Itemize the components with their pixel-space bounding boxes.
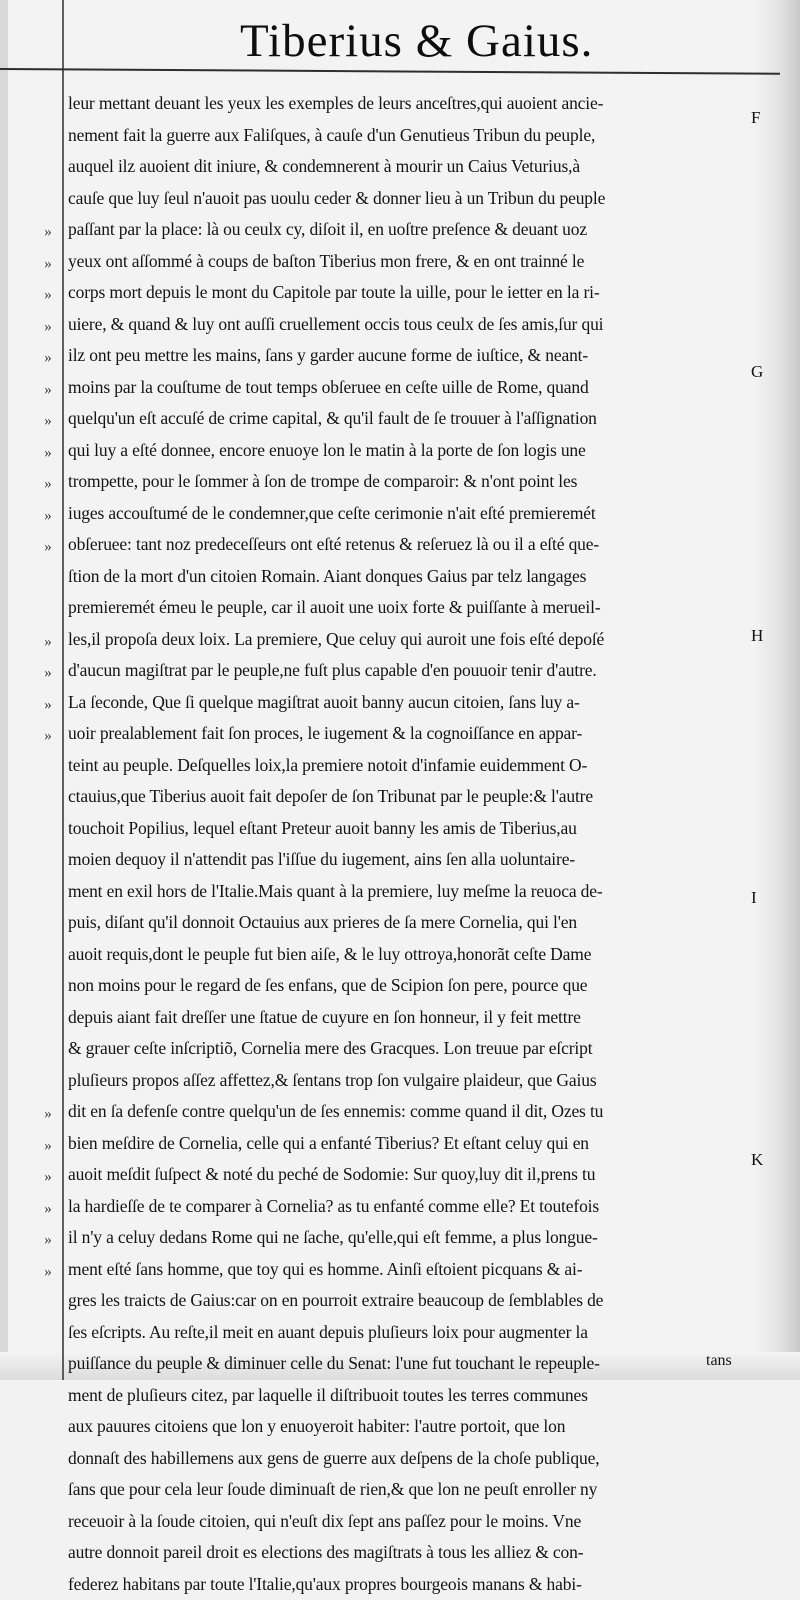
text-line: autre donnoit pareil droit es elections des magiſtrats à tous les alliez & con-: [68, 1537, 776, 1569]
text-line: La ſeconde, Que ſi quelque magiſtrat auoit banny aucun citoien, ſans luy a-: [68, 687, 776, 719]
text-line: uiere, & quand & luy ont auſſi cruellement occis tous ceulx de ſes amis,ſur qui: [68, 309, 776, 341]
text-line: corps mort depuis le mont du Capitole par toute la uille, pour le ietter en la ri-: [68, 277, 776, 309]
quote-mark: [36, 1380, 60, 1412]
quote-mark: [36, 1033, 60, 1065]
quote-mark: »: [36, 466, 60, 498]
quote-mark: »: [36, 529, 60, 561]
text-line: auoit meſdit ſuſpect & noté du peché de Sodomie: Sur quoy,luy dit il,prens tu: [68, 1159, 776, 1191]
quote-mark: »: [36, 214, 60, 246]
page-gutter-shadow: [0, 0, 8, 1380]
quote-mark: »: [36, 1128, 60, 1160]
text-line: leur mettant deuant les yeux les exemples de leurs anceſtres,qui auoient ancie-: [68, 88, 776, 120]
quote-mark: »: [36, 1254, 60, 1286]
quote-mark: »: [36, 340, 60, 372]
quote-mark: »: [36, 435, 60, 467]
quote-mark: »: [36, 655, 60, 687]
quotation-marks-column: [36, 88, 60, 1600]
text-line: quelqu'un eſt accuſé de crime capital, & qu'il fault de ſe trouuer à l'aſſignation: [68, 403, 776, 435]
header-rule: [0, 68, 780, 75]
quote-mark: »: [36, 1222, 60, 1254]
quote-mark: [36, 907, 60, 939]
quote-mark: »: [36, 1096, 60, 1128]
text-line: ſes eſcripts. Au reſte,il meit en auant depuis pluſieurs loix pour augmenter la: [68, 1317, 776, 1349]
quote-mark: [36, 970, 60, 1002]
quote-mark: [36, 1285, 60, 1317]
text-line: touchoit Popilius, lequel eſtant Preteur auoit banny les amis de Tiberius,au: [68, 813, 776, 845]
margin-rule: [62, 0, 64, 1380]
text-line: ment eſté ſans homme, que toy qui es homme. Ainſi eſtoient picquans & ai-: [68, 1254, 776, 1286]
quote-mark: [36, 781, 60, 813]
text-line: moien dequoy il n'attendit pas l'iſſue du iugement, ains ſen alla uoluntaire-: [68, 844, 776, 876]
quote-mark: [36, 1411, 60, 1443]
margin-letter-h: H: [751, 626, 763, 646]
text-line: nement fait la guerre aux Faliſques, à cauſe d'un Genutieus Tribun du peuple,: [68, 120, 776, 152]
text-line: trompette, pour le ſommer à ſon de trompe de comparoir: & n'ont point les: [68, 466, 776, 498]
margin-letter-f: F: [751, 108, 760, 128]
margin-letter-i: I: [751, 888, 757, 908]
quote-mark: »: [36, 498, 60, 530]
text-line: obſeruee: tant noz predeceſſeurs ont eſté retenus & reſeruez là ou il a eſté que-: [68, 529, 776, 561]
text-line: moins par la couſtume de tout temps obſeruee en ceſte uille de Rome, quand: [68, 372, 776, 404]
text-line: non moins pour le regard de ſes enfans, que de Scipion ſon pere, pource que: [68, 970, 776, 1002]
text-line: gres les traicts de Gaius:car on en pourroit extraire beaucoup de ſemblables de: [68, 1285, 776, 1317]
quote-mark: »: [36, 372, 60, 404]
text-line: ſans que pour cela leur ſoude diminuaſt de rien,& que lon ne peuſt enroller ny: [68, 1474, 776, 1506]
quote-mark: [36, 1537, 60, 1569]
text-line: puis, diſant qu'il donnoit Octauius aux prieres de ſa mere Cornelia, qui l'en: [68, 907, 776, 939]
quote-mark: [36, 1065, 60, 1097]
quote-mark: »: [36, 277, 60, 309]
quote-mark: [36, 1569, 60, 1600]
quote-mark: [36, 88, 60, 120]
text-line: receuoir à la ſoude citoien, qui n'euſt dix ſept ans paſſez pour le moins. Vne: [68, 1506, 776, 1538]
quote-mark: [36, 844, 60, 876]
text-line: auoit requis,dont le peuple fut bien aiſe, & le luy ottroya,honorãt ceſte Dame: [68, 939, 776, 971]
text-line: & grauer ceſte inſcriptiõ, Cornelia mere des Gracques. Lon treuue par eſcript: [68, 1033, 776, 1065]
text-line: ſtion de la mort d'un citoien Romain. Aiant donques Gaius par telz langages: [68, 561, 776, 593]
text-line: paſſant par la place: là ou ceulx cy, diſoit il, en uoſtre preſence & deuant uoz: [68, 214, 776, 246]
quote-mark: [36, 1002, 60, 1034]
text-line: ilz ont peu mettre les mains, ſans y garder aucune forme de iuſtice, & neant-: [68, 340, 776, 372]
quote-mark: [36, 1348, 60, 1380]
text-line: la hardieſſe de te comparer à Cornelia? as tu enfanté comme elle? Et toutefois: [68, 1191, 776, 1223]
text-line: teint au peuple. Deſquelles loix,la premiere notoit d'infamie euidemment O-: [68, 750, 776, 782]
text-line: puiſſance du peuple & diminuer celle du Senat: l'une fut touchant le repeuple-: [68, 1348, 776, 1380]
quote-mark: [36, 1443, 60, 1475]
quote-mark: »: [36, 1191, 60, 1223]
text-line: d'aucun magiſtrat par le peuple,ne fuſt plus capable d'en pouuoir tenir d'autre.: [68, 655, 776, 687]
margin-letter-k: K: [751, 1150, 763, 1170]
quote-mark: [36, 120, 60, 152]
quote-mark: »: [36, 246, 60, 278]
quote-mark: »: [36, 1159, 60, 1191]
text-line: cauſe que luy ſeul n'auoit pas uoulu ceder & donner lieu à un Tribun du peuple: [68, 183, 776, 215]
quote-mark: [36, 1474, 60, 1506]
quote-mark: [36, 151, 60, 183]
text-line: les,il propoſa deux loix. La premiere, Que celuy qui auroit une fois eſté depoſé: [68, 624, 776, 656]
text-line: ment en exil hors de l'Italie.Mais quant à la premiere, luy meſme la reuoca de-: [68, 876, 776, 908]
quote-mark: »: [36, 309, 60, 341]
quote-mark: »: [36, 687, 60, 719]
text-line: ment de pluſieurs citez, par laquelle il diſtribuoit toutes les terres communes: [68, 1380, 776, 1412]
quote-mark: [36, 939, 60, 971]
body-text: [68, 88, 776, 1600]
text-line: aux pauures citoiens que lon y enuoyeroit habiter: l'autre portoit, que lon: [68, 1411, 776, 1443]
text-line: auquel ilz auoient dit iniure, & condemnerent à mourir un Caius Veturius,à: [68, 151, 776, 183]
quote-mark: [36, 813, 60, 845]
text-line: bien meſdire de Cornelia, celle qui a enfanté Tiberius? Et eſtant celuy qui en: [68, 1128, 776, 1160]
text-line: iuges accouſtumé de le condemner,que ceſte cerimonie n'ait eſté premieremét: [68, 498, 776, 530]
text-line: uoir prealablement fait ſon proces, le iugement & la cognoiſſance en appar-: [68, 718, 776, 750]
text-line: pluſieurs propos aſſez affettez,& ſentans trop ſon vulgaire plaideur, que Gaius: [68, 1065, 776, 1097]
quote-mark: [36, 1317, 60, 1349]
quote-mark: [36, 592, 60, 624]
text-line: ctauius,que Tiberius auoit fait depoſer de ſon Tribunat par le peuple:& l'autre: [68, 781, 776, 813]
quote-mark: »: [36, 718, 60, 750]
text-line: yeux ont aſſommé à coups de baſton Tiberius mon frere, & en ont trainné le: [68, 246, 776, 278]
text-line: il n'y a celuy dedans Rome qui ne ſache, qu'elle,qui eſt femme, a plus longue-: [68, 1222, 776, 1254]
quote-mark: [36, 1506, 60, 1538]
text-line: depuis aiant fait dreſſer une ſtatue de cuyure en ſon honneur, il y feit mettre: [68, 1002, 776, 1034]
catchword: tans: [706, 1352, 732, 1370]
text-line: premieremét émeu le peuple, car il auoit une uoix forte & puiſſante à merueil-: [68, 592, 776, 624]
quote-mark: »: [36, 403, 60, 435]
running-title: Tiberius & Gaius.: [240, 14, 593, 68]
quote-mark: [36, 750, 60, 782]
text-line: donnaſt des habillemens aux gens de guerre aux deſpens de la choſe publique,: [68, 1443, 776, 1475]
quote-mark: [36, 876, 60, 908]
quote-mark: »: [36, 624, 60, 656]
text-line: qui luy a eſté donnee, encore enuoye lon le matin à la porte de ſon logis une: [68, 435, 776, 467]
text-line: federez habitans par toute l'Italie,qu'aux propres bourgeois manans & habi-: [68, 1569, 776, 1600]
margin-letter-g: G: [751, 362, 763, 382]
quote-mark: [36, 183, 60, 215]
quote-mark: [36, 561, 60, 593]
text-line: dit en ſa defenſe contre quelqu'un de ſes ennemis: comme quand il dit, Ozes tu: [68, 1096, 776, 1128]
